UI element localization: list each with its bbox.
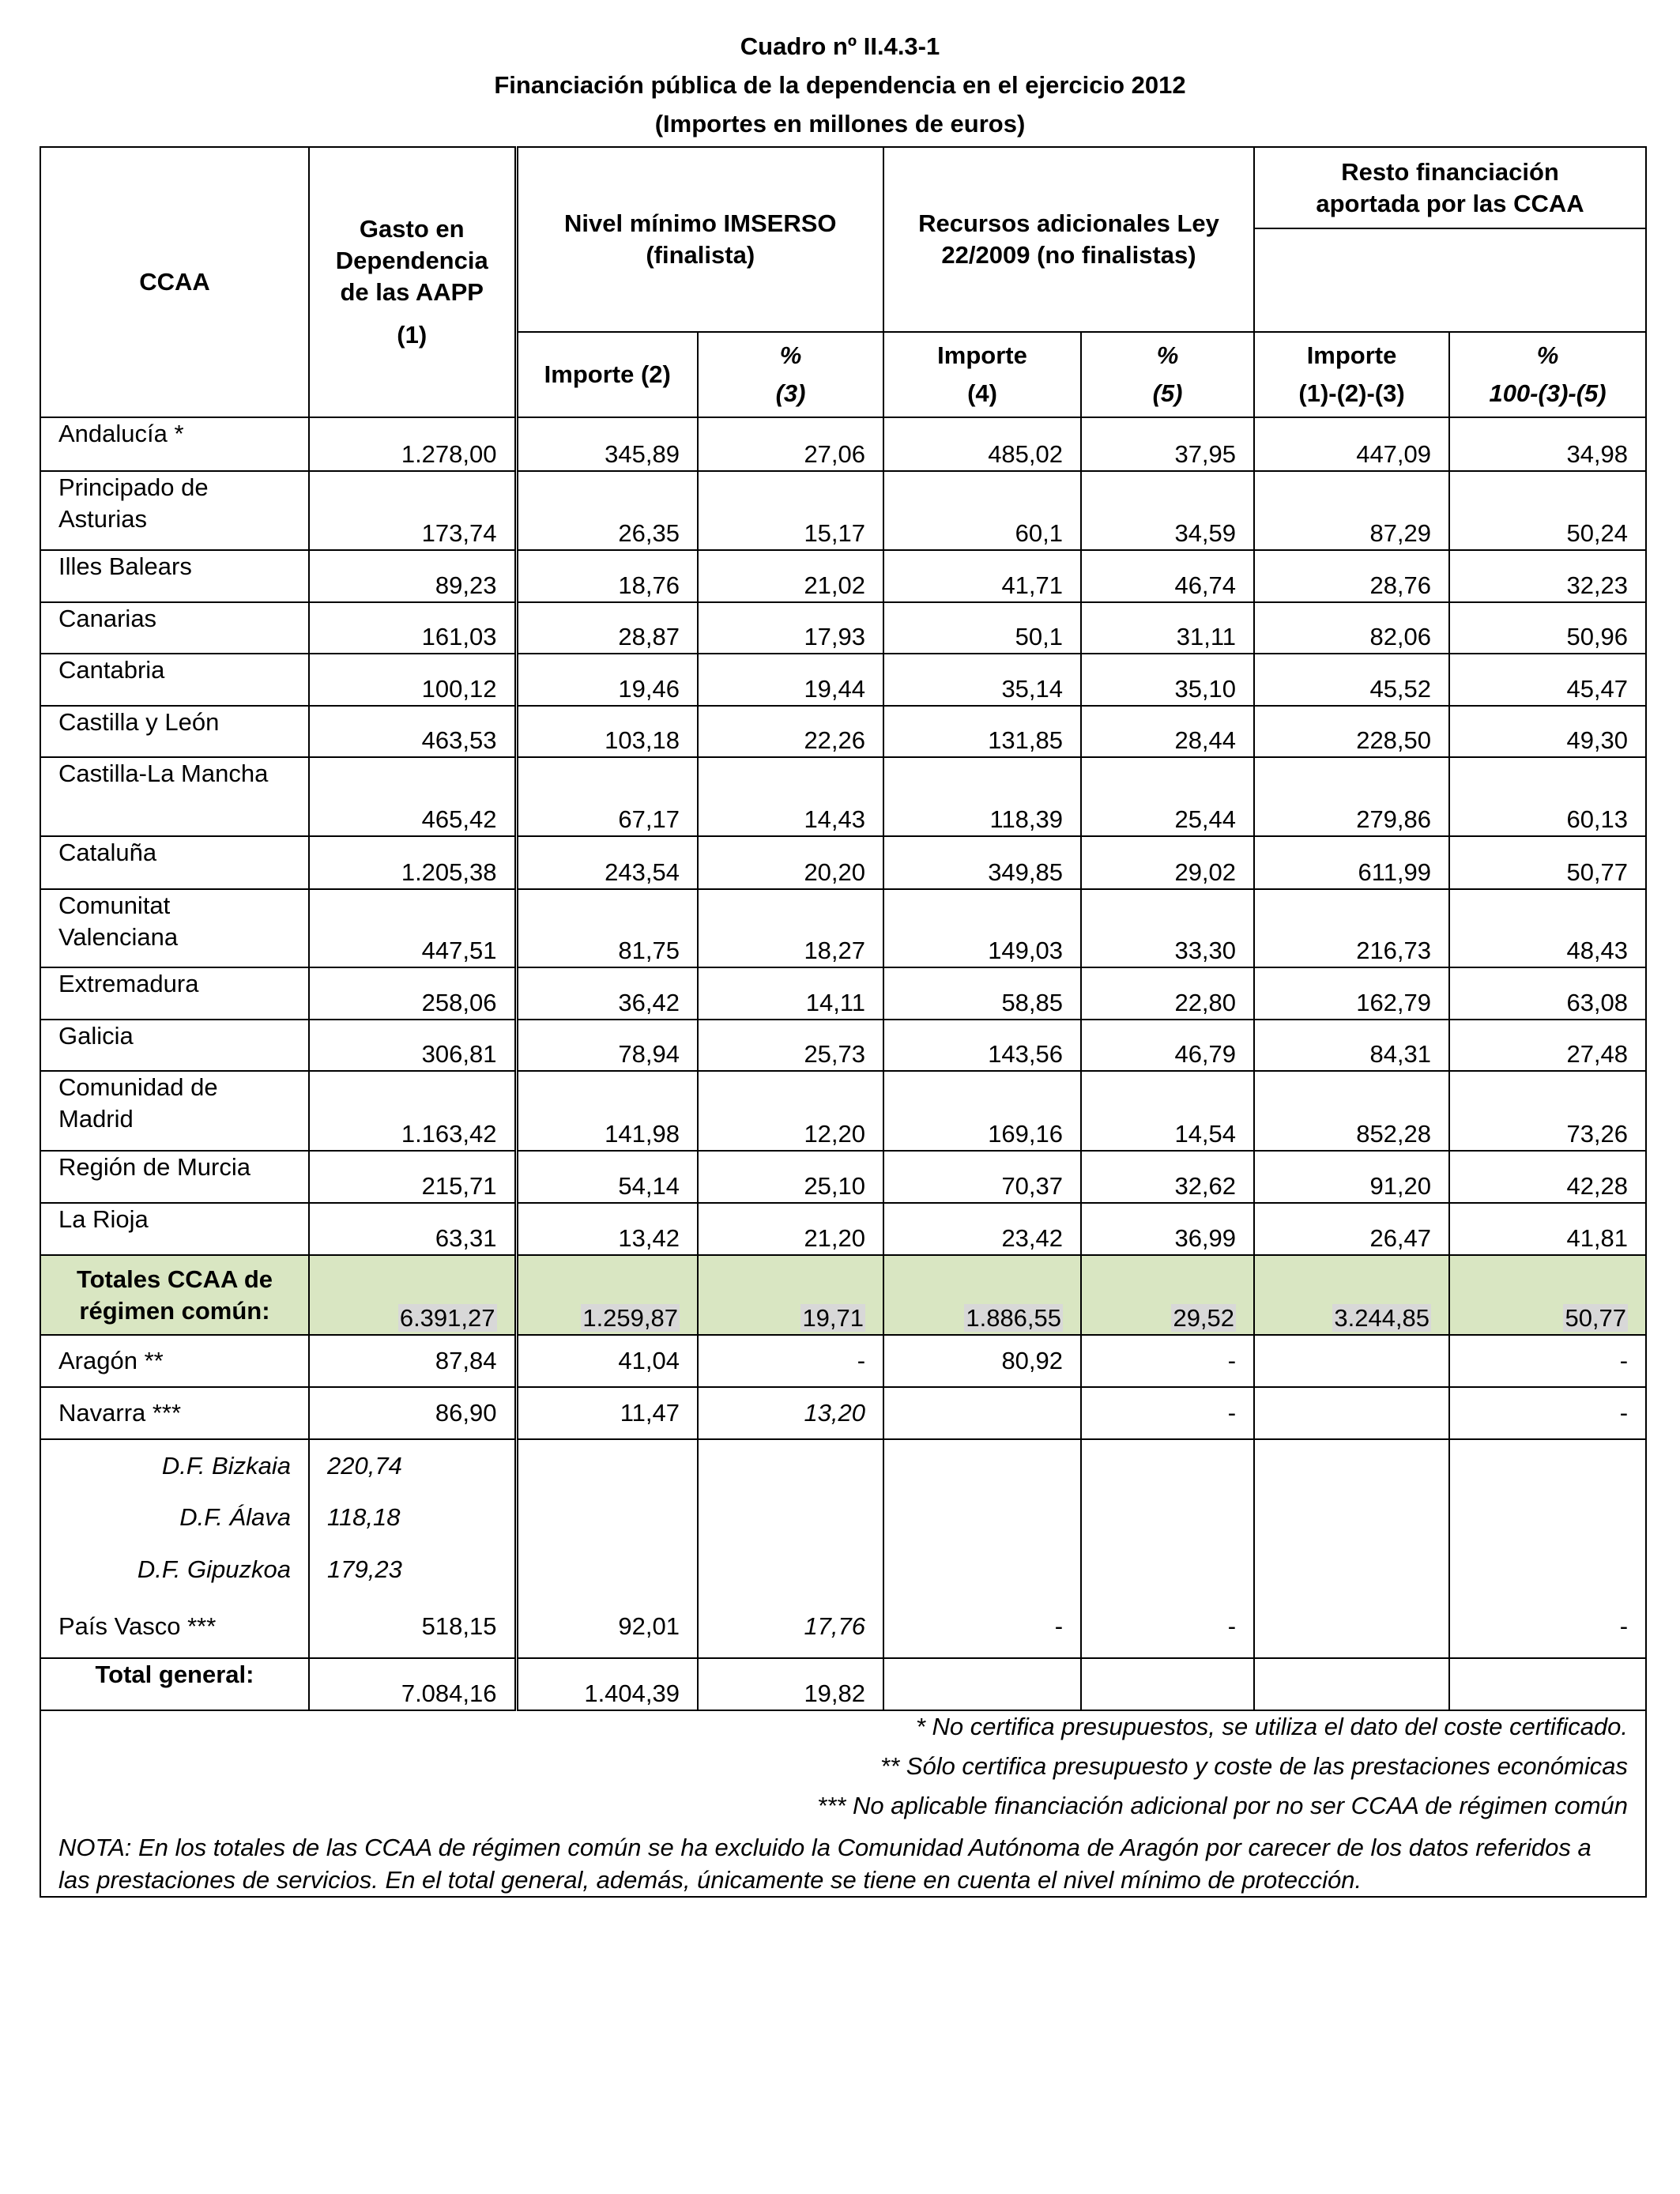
- totals-imp2-value: 1.259,87: [582, 1304, 678, 1332]
- header-importe-4-label: Importe: [937, 341, 1027, 369]
- empty-cell: [1081, 1491, 1254, 1544]
- header-pct-3-num: (3): [775, 379, 806, 407]
- pct5-cell: 22,80: [1081, 967, 1254, 1020]
- imp4-cell: -: [883, 1596, 1081, 1658]
- ccaa-cell: Andalucía *: [40, 417, 309, 471]
- table-row: [40, 967, 1646, 1020]
- ccaa-cell: Comunitat Valenciana: [40, 889, 309, 967]
- resto-pct-cell: 50,96: [1449, 602, 1646, 654]
- resto-imp-cell: 91,20: [1254, 1151, 1449, 1203]
- grand-total-gasto: 7.084,16: [309, 1658, 516, 1710]
- pct3-cell: 17,93: [698, 602, 883, 654]
- empty-cell: [883, 1491, 1081, 1544]
- imp2-cell: 36,42: [516, 967, 698, 1020]
- resto-imp-cell: 216,73: [1254, 889, 1449, 967]
- resto-pct-cell: 48,43: [1449, 889, 1646, 967]
- header-pct-3-sign: %: [779, 341, 802, 369]
- resto-pct-cell: 50,77: [1449, 836, 1646, 889]
- totals-imp4: [883, 1255, 1081, 1335]
- pct3-cell: 12,20: [698, 1071, 883, 1151]
- pct5-cell: 46,79: [1081, 1020, 1254, 1071]
- header-pct-5: [1081, 332, 1254, 417]
- gasto-cell: 63,31: [309, 1203, 516, 1255]
- empty-cell: [883, 1544, 1081, 1596]
- header-importe-2: Importe (2): [516, 332, 698, 417]
- empty-cell: [516, 1544, 698, 1596]
- resto-imp-cell: 87,29: [1254, 471, 1449, 550]
- imp2-cell: 13,42: [516, 1203, 698, 1255]
- imp4-cell: 485,02: [883, 417, 1081, 471]
- imp4-cell: [883, 1387, 1081, 1439]
- empty-cell: [1254, 1658, 1449, 1710]
- ccaa-cell: Cataluña: [40, 836, 309, 889]
- pct5-cell: 29,02: [1081, 836, 1254, 889]
- table-row: [40, 889, 1646, 967]
- grand-total-imp2: 1.404,39: [516, 1658, 698, 1710]
- empty-cell: [1081, 1658, 1254, 1710]
- resto-pct-cell: 27,48: [1449, 1020, 1646, 1071]
- imp2-cell: 18,76: [516, 550, 698, 602]
- imp4-cell: 70,37: [883, 1151, 1081, 1203]
- header-resto-pct: [1449, 332, 1646, 417]
- pct3-cell: 20,20: [698, 836, 883, 889]
- header-resto: Resto financiación aportada por las CCAA: [1254, 147, 1646, 228]
- grand-total-pct3: 19,82: [698, 1658, 883, 1710]
- totals-resto-pct-value: 50,77: [1565, 1304, 1627, 1332]
- empty-cell: [698, 1544, 883, 1596]
- gasto-cell: 215,71: [309, 1151, 516, 1203]
- header-row-1: [40, 147, 1646, 228]
- empty-cell: [1254, 1491, 1449, 1544]
- empty-cell: [883, 1439, 1081, 1491]
- resto-imp-cell: 26,47: [1254, 1203, 1449, 1255]
- province-value: 118,18: [309, 1491, 516, 1544]
- imp4-cell: 349,85: [883, 836, 1081, 889]
- header-importe-4: [883, 332, 1081, 417]
- table-row: [40, 1151, 1646, 1203]
- gasto-cell: 518,15: [309, 1596, 516, 1658]
- empty-cell: [1449, 1439, 1646, 1491]
- empty-cell: [1449, 1658, 1646, 1710]
- pct3-cell: 17,76: [698, 1596, 883, 1658]
- pct3-cell: 19,44: [698, 654, 883, 706]
- imp4-cell: 131,85: [883, 706, 1081, 757]
- ccaa-cell: Castilla y León: [40, 706, 309, 757]
- resto-imp-cell: 228,50: [1254, 706, 1449, 757]
- pct5-cell: 33,30: [1081, 889, 1254, 967]
- ccaa-cell: Comunidad de Madrid: [40, 1071, 309, 1151]
- resto-imp-cell: [1254, 1596, 1449, 1658]
- header-pct-5-sign: %: [1156, 341, 1179, 369]
- resto-imp-cell: [1254, 1387, 1449, 1439]
- ccaa-cell: País Vasco ***: [40, 1596, 309, 1658]
- imp2-cell: 26,35: [516, 471, 698, 550]
- imp2-cell: 103,18: [516, 706, 698, 757]
- header-recursos: Recursos adicionales Ley 22/2009 (no finalistas): [883, 147, 1254, 332]
- empty-cell: [1081, 1439, 1254, 1491]
- resto-imp-cell: 84,31: [1254, 1020, 1449, 1071]
- ccaa-cell: Galicia: [40, 1020, 309, 1071]
- pct3-cell: 27,06: [698, 417, 883, 471]
- gasto-cell: 173,74: [309, 471, 516, 550]
- pct5-cell: 46,74: [1081, 550, 1254, 602]
- gasto-cell: 1.278,00: [309, 417, 516, 471]
- totals-imp2: [516, 1255, 698, 1335]
- resto-imp-cell: 162,79: [1254, 967, 1449, 1020]
- resto-pct-cell: 41,81: [1449, 1203, 1646, 1255]
- footnote-1: * No certifica presupuestos, se utiliza el dato del coste certificado.: [915, 1713, 1629, 1740]
- resto-pct-cell: 32,23: [1449, 550, 1646, 602]
- pct3-cell: 22,26: [698, 706, 883, 757]
- totals-gasto: [309, 1255, 516, 1335]
- imp2-cell: 28,87: [516, 602, 698, 654]
- table-row: [40, 706, 1646, 757]
- resto-imp-cell: 45,52: [1254, 654, 1449, 706]
- resto-pct-cell: 63,08: [1449, 967, 1646, 1020]
- pct3-cell: 18,27: [698, 889, 883, 967]
- empty-cell: [1449, 1544, 1646, 1596]
- imp4-cell: 58,85: [883, 967, 1081, 1020]
- empty-cell: [1254, 1544, 1449, 1596]
- province-row: [40, 1439, 1646, 1491]
- footnote-3: *** No aplicable financiación adicional por no ser CCAA de régimen común: [817, 1792, 1629, 1819]
- imp4-cell: 50,1: [883, 602, 1081, 654]
- pct3-cell: 21,02: [698, 550, 883, 602]
- totals-gasto-value: 6.391,27: [399, 1304, 495, 1332]
- resto-imp-cell: 279,86: [1254, 757, 1449, 836]
- imp2-cell: 41,04: [516, 1335, 698, 1387]
- header-gasto-number: (1): [397, 321, 428, 349]
- gasto-cell: 87,84: [309, 1335, 516, 1387]
- resto-imp-cell: 611,99: [1254, 836, 1449, 889]
- pct3-cell: 13,20: [698, 1387, 883, 1439]
- totals-resto-pct: [1449, 1255, 1646, 1335]
- ccaa-cell: Cantabria: [40, 654, 309, 706]
- pct5-cell: 32,62: [1081, 1151, 1254, 1203]
- header-gasto: [309, 147, 516, 417]
- resto-imp-cell: 28,76: [1254, 550, 1449, 602]
- ccaa-cell: Aragón **: [40, 1335, 309, 1387]
- pct3-cell: 15,17: [698, 471, 883, 550]
- pct5-cell: 25,44: [1081, 757, 1254, 836]
- imp4-cell: 143,56: [883, 1020, 1081, 1071]
- province-name: D.F. Álava: [40, 1491, 309, 1544]
- ccaa-cell: Castilla-La Mancha: [40, 757, 309, 836]
- footnote-2: ** Sólo certifica presupuesto y coste de las prestaciones económicas: [880, 1752, 1629, 1780]
- table-row: [40, 654, 1646, 706]
- resto-pct-cell: 50,24: [1449, 471, 1646, 550]
- pct5-cell: 37,95: [1081, 417, 1254, 471]
- imp2-cell: 92,01: [516, 1596, 698, 1658]
- imp4-cell: 80,92: [883, 1335, 1081, 1387]
- ccaa-cell: Canarias: [40, 602, 309, 654]
- imp4-cell: 23,42: [883, 1203, 1081, 1255]
- title-line-3: (Importes en millones de euros): [654, 110, 1026, 138]
- empty-cell: [1254, 1439, 1449, 1491]
- empty-cell: [698, 1491, 883, 1544]
- title-line-2: Financiación pública de la dependencia en el ejercicio 2012: [494, 71, 1186, 99]
- resto-imp-cell: [1254, 1335, 1449, 1387]
- imp4-cell: 35,14: [883, 654, 1081, 706]
- table-title: [0, 27, 1680, 143]
- imp4-cell: 149,03: [883, 889, 1081, 967]
- gasto-cell: 100,12: [309, 654, 516, 706]
- ccaa-cell: Principado de Asturias: [40, 471, 309, 550]
- resto-imp-cell: 82,06: [1254, 602, 1449, 654]
- empty-cell: [1081, 1544, 1254, 1596]
- gasto-cell: 306,81: [309, 1020, 516, 1071]
- totals-pct3: [698, 1255, 883, 1335]
- ccaa-cell: Región de Murcia: [40, 1151, 309, 1203]
- totals-row: [40, 1255, 1646, 1335]
- empty-cell: [698, 1439, 883, 1491]
- pct5-cell: 14,54: [1081, 1071, 1254, 1151]
- pct3-cell: 21,20: [698, 1203, 883, 1255]
- header-resto-pct-formula: 100-(3)-(5): [1489, 379, 1607, 407]
- ccaa-cell: Illes Balears: [40, 550, 309, 602]
- pct5-cell: 35,10: [1081, 654, 1254, 706]
- table-row: [40, 1071, 1646, 1151]
- ccaa-cell: La Rioja: [40, 1203, 309, 1255]
- imp2-cell: 54,14: [516, 1151, 698, 1203]
- pct3-cell: 14,43: [698, 757, 883, 836]
- header-resto-importe: [1254, 332, 1449, 417]
- header-resto-importe-label: Importe: [1306, 341, 1397, 369]
- resto-pct-cell: 42,28: [1449, 1151, 1646, 1203]
- pct3-cell: 25,73: [698, 1020, 883, 1071]
- header-pct-3: [698, 332, 883, 417]
- gasto-cell: 1.205,38: [309, 836, 516, 889]
- empty-cell: [516, 1491, 698, 1544]
- resto-imp-cell: 852,28: [1254, 1071, 1449, 1151]
- empty-cell: [516, 1439, 698, 1491]
- pct3-cell: 25,10: [698, 1151, 883, 1203]
- gasto-cell: 447,51: [309, 889, 516, 967]
- gasto-cell: 465,42: [309, 757, 516, 836]
- financing-table: [40, 146, 1647, 1898]
- imp2-cell: 78,94: [516, 1020, 698, 1071]
- resto-pct-cell: 34,98: [1449, 417, 1646, 471]
- province-row: [40, 1544, 1646, 1596]
- table-row: [40, 602, 1646, 654]
- province-name: D.F. Bizkaia: [40, 1439, 309, 1491]
- table-row-navarra: [40, 1387, 1646, 1439]
- resto-pct-cell: 49,30: [1449, 706, 1646, 757]
- pct5-cell: -: [1081, 1335, 1254, 1387]
- province-value: 179,23: [309, 1544, 516, 1596]
- totals-imp4-value: 1.886,55: [966, 1304, 1062, 1332]
- header-resto-blank: [1254, 228, 1646, 332]
- resto-pct-cell: -: [1449, 1387, 1646, 1439]
- header-ccaa: CCAA: [40, 147, 309, 417]
- imp4-cell: 169,16: [883, 1071, 1081, 1151]
- ccaa-cell: Extremadura: [40, 967, 309, 1020]
- notes-row: [40, 1710, 1646, 1897]
- pct5-cell: 31,11: [1081, 602, 1254, 654]
- header-pct-5-num: (5): [1152, 379, 1183, 407]
- resto-imp-cell: 447,09: [1254, 417, 1449, 471]
- imp2-cell: 11,47: [516, 1387, 698, 1439]
- title-line-1: Cuadro nº II.4.3-1: [740, 32, 940, 60]
- resto-pct-cell: 73,26: [1449, 1071, 1646, 1151]
- grand-total-label: Total general:: [40, 1658, 309, 1710]
- province-value: 220,74: [309, 1439, 516, 1491]
- imp2-cell: 19,46: [516, 654, 698, 706]
- pct5-cell: -: [1081, 1387, 1254, 1439]
- table-row: [40, 757, 1646, 836]
- header-resto-importe-formula: (1)-(2)-(3): [1298, 379, 1405, 407]
- gasto-cell: 463,53: [309, 706, 516, 757]
- table-row-pais-vasco: [40, 1596, 1646, 1658]
- imp4-cell: 60,1: [883, 471, 1081, 550]
- resto-pct-cell: -: [1449, 1335, 1646, 1387]
- resto-pct-cell: 60,13: [1449, 757, 1646, 836]
- totals-pct5: [1081, 1255, 1254, 1335]
- totals-pct5-value: 29,52: [1173, 1304, 1235, 1332]
- totals-resto-imp: [1254, 1255, 1449, 1335]
- header-importe-4-num: (4): [967, 379, 997, 407]
- table-row: [40, 471, 1646, 550]
- pct3-cell: -: [698, 1335, 883, 1387]
- table-row: [40, 417, 1646, 471]
- province-name: D.F. Gipuzkoa: [40, 1544, 309, 1596]
- gasto-cell: 89,23: [309, 550, 516, 602]
- table-row: [40, 550, 1646, 602]
- table-row: [40, 1020, 1646, 1071]
- resto-pct-cell: -: [1449, 1596, 1646, 1658]
- imp2-cell: 243,54: [516, 836, 698, 889]
- totals-resto-imp-value: 3.244,85: [1334, 1304, 1430, 1332]
- pct5-cell: 34,59: [1081, 471, 1254, 550]
- resto-pct-cell: 45,47: [1449, 654, 1646, 706]
- notes-cell: [40, 1710, 1646, 1897]
- imp2-cell: 345,89: [516, 417, 698, 471]
- pct5-cell: -: [1081, 1596, 1254, 1658]
- empty-cell: [1449, 1491, 1646, 1544]
- imp2-cell: 81,75: [516, 889, 698, 967]
- gasto-cell: 1.163,42: [309, 1071, 516, 1151]
- totals-label: Totales CCAA de régimen común:: [40, 1255, 309, 1335]
- grand-total-row: [40, 1658, 1646, 1710]
- imp2-cell: 141,98: [516, 1071, 698, 1151]
- imp2-cell: 67,17: [516, 757, 698, 836]
- gasto-cell: 258,06: [309, 967, 516, 1020]
- gasto-cell: 86,90: [309, 1387, 516, 1439]
- header-resto-pct-sign: %: [1536, 341, 1559, 369]
- pct5-cell: 36,99: [1081, 1203, 1254, 1255]
- imp4-cell: 118,39: [883, 757, 1081, 836]
- ccaa-cell: Navarra ***: [40, 1387, 309, 1439]
- table-row: [40, 836, 1646, 889]
- empty-cell: [883, 1658, 1081, 1710]
- table-row: [40, 1203, 1646, 1255]
- pct5-cell: 28,44: [1081, 706, 1254, 757]
- imp4-cell: 41,71: [883, 550, 1081, 602]
- table-row-aragon: [40, 1335, 1646, 1387]
- pct3-cell: 14,11: [698, 967, 883, 1020]
- header-nivel: Nivel mínimo IMSERSO (finalista): [516, 147, 883, 332]
- gasto-cell: 161,03: [309, 602, 516, 654]
- totals-pct3-value: 19,71: [802, 1304, 864, 1332]
- province-row: [40, 1491, 1646, 1544]
- nota-paragraph: NOTA: En los totales de las CCAA de régimen común se ha excluido la Comunidad Autónoma de Aragón por carecer de los datos referidos a las prestaciones de servicios. En el total general, además, únicamente se tiene en cuenta el nivel mínimo de protección.: [58, 1834, 1591, 1894]
- header-gasto-label: Gasto en Dependencia de las AAPP: [335, 215, 488, 306]
